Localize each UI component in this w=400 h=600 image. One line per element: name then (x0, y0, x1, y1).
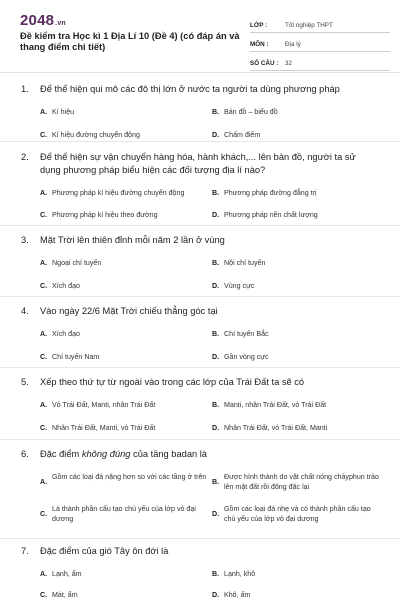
option-letter: A. (40, 108, 48, 116)
option-letter: B. (212, 478, 220, 486)
option-text: Xích đạo (52, 282, 81, 290)
option-letter: D. (212, 424, 220, 432)
question-options (0, 107, 400, 141)
question-6 (0, 448, 400, 536)
question-number: 5. (21, 377, 29, 387)
question-number: 7. (21, 546, 29, 556)
option-letter: C. (40, 591, 48, 599)
document-header (0, 0, 400, 68)
option-letter: D. (212, 353, 220, 361)
question-stem (0, 151, 400, 177)
question-1 (0, 83, 400, 141)
question-number: 4. (21, 306, 29, 316)
option-c[interactable] (40, 590, 190, 600)
option-letter: C. (40, 510, 48, 518)
option-letter: A. (40, 259, 48, 267)
option-letter: D. (212, 211, 220, 219)
question-text-after: của tầng badan là (130, 449, 207, 459)
question-number: 1. (21, 84, 29, 94)
meta-label: MÔN : (250, 41, 269, 48)
option-d[interactable] (212, 590, 382, 600)
question-divider (0, 439, 400, 440)
question-divider (0, 367, 400, 368)
option-b[interactable] (212, 472, 384, 492)
option-c[interactable] (40, 281, 190, 291)
meta-label: LỚP : (250, 22, 268, 29)
option-b[interactable] (212, 400, 382, 410)
option-letter: D. (212, 591, 220, 599)
meta-row-class (250, 14, 390, 33)
question-2 (0, 151, 400, 222)
meta-label: SỐ CÂU : (250, 60, 279, 67)
option-letter: A. (40, 570, 48, 578)
option-b[interactable] (212, 329, 382, 339)
option-letter: C. (40, 424, 48, 432)
option-letter: B. (212, 570, 220, 578)
option-text: Gồm các loại đá nhẹ và có thành phần cấu tạo chủ yếu của lớp vỏ đại dương (224, 505, 371, 523)
logo-suffix-text: .vn (55, 20, 66, 27)
option-text: Mát, ẩm (52, 591, 78, 599)
question-number: 3. (21, 235, 29, 245)
option-c[interactable] (40, 130, 190, 140)
question-stem (0, 234, 400, 247)
option-letter: C. (40, 211, 48, 219)
option-c[interactable] (40, 210, 208, 220)
question-options (0, 569, 400, 600)
option-b[interactable] (212, 569, 382, 579)
option-text: Nhân Trái Đất, Manti, vỏ Trái Đất (52, 424, 156, 432)
option-letter: D. (212, 131, 220, 139)
question-stem (0, 305, 400, 318)
option-text: Phương pháp kí hiệu đường chuyển động (52, 189, 185, 197)
option-text: Vùng cực (224, 282, 255, 290)
option-text: Kí hiệu đường chuyển động (52, 131, 140, 139)
option-letter: A. (40, 401, 48, 409)
option-d[interactable] (212, 281, 382, 291)
question-divider (0, 225, 400, 226)
meta-row-subject (250, 33, 390, 52)
question-text: Để thể hiện qui mô các đô thị lớn ở nước ta người ta dùng phương pháp (40, 84, 340, 94)
option-text: Phương pháp nền chất lượng (224, 211, 318, 219)
option-a[interactable] (40, 188, 208, 198)
meta-value: 32 (285, 60, 293, 67)
logo-main-text: 2048 (20, 12, 55, 29)
site-logo[interactable] (20, 12, 66, 29)
meta-value: Địa lý (285, 41, 301, 48)
question-number: 6. (21, 449, 29, 459)
question-3 (0, 234, 400, 292)
option-letter: C. (40, 353, 48, 361)
option-c[interactable] (40, 352, 190, 362)
option-a[interactable] (40, 400, 208, 410)
option-text: Lạnh, khô (224, 570, 256, 578)
option-text: Được hình thành do vật chất nóng chảyphun trào lên mặt đất rồi đông đặc lại (224, 473, 379, 491)
option-a[interactable] (40, 329, 190, 339)
option-text: Bản đồ – biểu đồ (224, 108, 278, 116)
option-a[interactable] (40, 258, 190, 268)
meta-value: Tốt nghiệp THPT (285, 22, 333, 29)
question-number: 2. (21, 152, 29, 162)
option-a[interactable] (40, 472, 208, 486)
document-meta (250, 14, 390, 71)
option-b[interactable] (212, 107, 382, 117)
option-text: Nội chí tuyến (224, 259, 266, 267)
document-title: Đề kiểm tra Học kì 1 Địa Lí 10 (Đề 4) (có đáp án và thang điểm chi tiết) (20, 31, 240, 52)
question-stem (0, 83, 400, 96)
option-c[interactable] (40, 423, 208, 433)
option-d[interactable] (212, 504, 384, 524)
option-b[interactable] (212, 258, 382, 268)
option-text: Khô, ấm (224, 591, 251, 599)
option-d[interactable] (212, 352, 382, 362)
option-letter: D. (212, 282, 220, 290)
option-letter: D. (212, 510, 220, 518)
question-7 (0, 545, 400, 600)
option-text: Nhân Trái Đất, vỏ Trái Đất, Manti (224, 424, 328, 432)
option-text: Chí tuyến Nam (52, 353, 100, 361)
option-text: Phương pháp kí hiệu theo đường (52, 211, 158, 219)
question-options (0, 188, 400, 222)
question-options (0, 472, 400, 536)
question-text: Vào ngày 22/6 Mặt Trời chiếu thẳng góc tại (40, 306, 218, 316)
meta-row-count (250, 52, 390, 71)
question-4 (0, 305, 400, 363)
option-text: Manti, nhân Trái Đất, vỏ Trái Đất (224, 401, 327, 409)
option-text: Gồm các loại đá nặng hơn so với các tầng ở trên (52, 473, 207, 481)
question-text: Mặt Trời lên thiên đỉnh mỗi năm 2 lần ở vùng (40, 235, 225, 245)
option-b[interactable] (212, 188, 382, 198)
option-letter: A. (40, 478, 48, 486)
option-letter: A. (40, 189, 48, 197)
question-stem (0, 448, 400, 461)
option-c[interactable] (40, 504, 208, 524)
option-d[interactable] (212, 423, 382, 433)
option-text: Chấm điểm (224, 131, 261, 139)
option-a[interactable] (40, 569, 190, 579)
option-letter: B. (212, 330, 220, 338)
question-text: Đặc điểm của gió Tây ôn đới là (40, 546, 169, 556)
header-divider (0, 72, 400, 73)
question-divider (0, 141, 400, 142)
question-text-before: Đặc điểm (40, 449, 82, 459)
option-letter: C. (40, 282, 48, 290)
option-letter: B. (212, 259, 220, 267)
option-text: Vỏ Trái Đất, Manti, nhân Trái Đất (52, 401, 156, 409)
question-options (0, 400, 400, 434)
question-options (0, 329, 400, 363)
option-letter: B. (212, 189, 220, 197)
question-text-italic: không đúng (81, 449, 131, 459)
option-letter: A. (40, 330, 48, 338)
option-text: Xích đạo (52, 330, 81, 338)
question-divider (0, 296, 400, 297)
option-text: Phương pháp đường đẳng trị (224, 189, 317, 197)
question-options (0, 258, 400, 292)
option-text: Là thành phần cấu tạo chủ yếu của lớp vỏ đại dương (52, 505, 196, 523)
option-text: Ngoại chí tuyến (52, 259, 102, 267)
option-letter: B. (212, 108, 220, 116)
option-a[interactable] (40, 107, 190, 117)
option-d[interactable] (212, 210, 382, 220)
question-divider (0, 538, 400, 539)
question-stem (0, 376, 400, 389)
question-5 (0, 376, 400, 434)
question-stem (0, 545, 400, 558)
option-d[interactable] (212, 130, 382, 140)
option-letter: B. (212, 401, 220, 409)
question-text: Để thể hiện sự vận chuyển hàng hóa, hành khách,... lên bản đồ, người ta sử dụng phương pháp biểu hiện các đối tượng địa lí nào? (40, 152, 356, 175)
option-text: Chí tuyến Bắc (224, 330, 269, 338)
option-text: Lạnh, ẩm (52, 570, 82, 578)
option-letter: C. (40, 131, 48, 139)
option-text: Gần vòng cực (224, 353, 269, 361)
question-text: Xếp theo thứ tự từ ngoài vào trong các lớp của Trái Đất ta sẽ có (40, 377, 305, 387)
option-text: Kí hiệu (52, 108, 75, 116)
